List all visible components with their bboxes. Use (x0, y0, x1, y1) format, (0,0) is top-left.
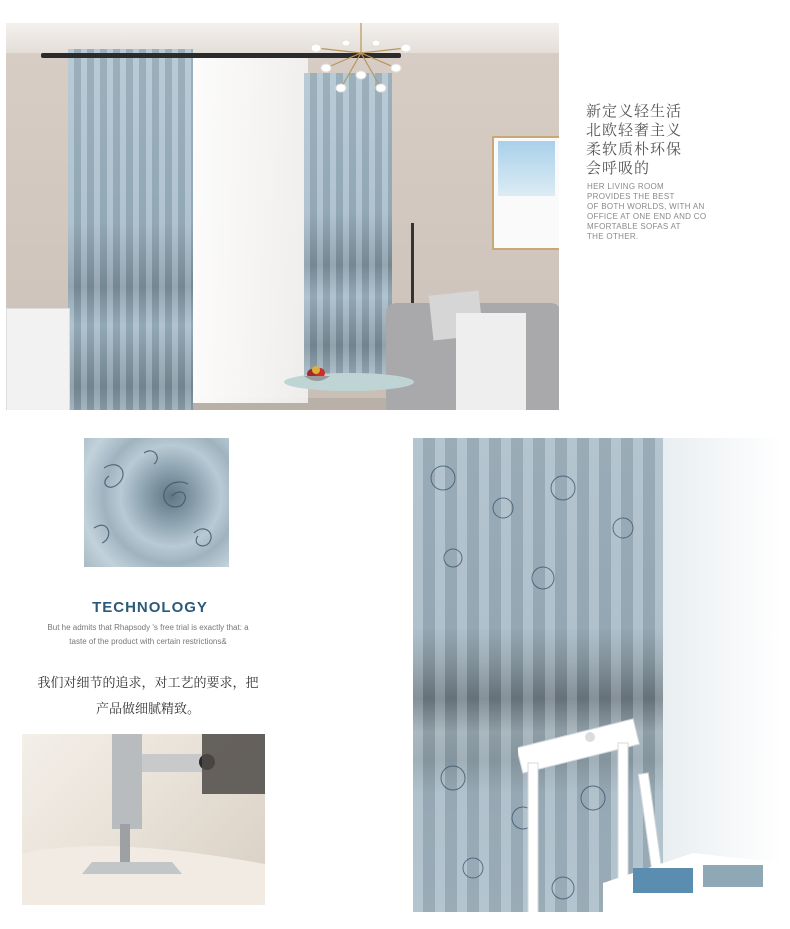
curtain-closeup-photo (413, 438, 783, 912)
hero-en-line: OFFICE AT ONE END AND CO (587, 212, 707, 221)
hero-en-line: MFORTABLE SOFAS AT (587, 222, 681, 231)
fabric-swirl-photo (84, 438, 229, 567)
sewing-machine-icon (22, 734, 265, 905)
technology-desc-line: taste of the product with certain restrictions& (69, 637, 227, 646)
hero-cn-line: 北欧轻奢主义 (586, 121, 683, 139)
pier-picture (498, 141, 555, 196)
curtain-panel-left (68, 49, 193, 410)
hero-en-line: PROVIDES THE BEST (587, 192, 675, 201)
hero-cn-line: 新定义轻生活 (586, 102, 683, 120)
chandelier-icon (306, 23, 416, 103)
hero-cn-line: 会呼吸的 (586, 159, 651, 177)
hero-en-line: HER LIVING ROOM (587, 182, 664, 191)
living-room-photo (6, 23, 559, 410)
sewing-machine-photo (22, 734, 265, 905)
technology-cn-line: 我们对细节的追求，对工艺的要求，把 (37, 676, 259, 691)
technology-desc-line: But he admits that Rhapsody 's free trial is exactly that: a (47, 623, 249, 632)
hero-en-line: THE OTHER. (587, 232, 639, 241)
technology-cn-line: 产品做细腻精致。 (95, 702, 200, 717)
technology-title: TECHNOLOGY (92, 599, 208, 616)
swirl-pattern-icon (84, 438, 229, 567)
knit-throw (456, 313, 526, 410)
fruit-bowl-icon (302, 366, 332, 384)
hero-cn-line: 柔软质朴环保 (586, 140, 683, 158)
hero-en-text (587, 182, 737, 242)
hero-cn-text (586, 102, 736, 178)
magazine-icon (603, 833, 783, 912)
hero-en-line: OF BOTH WORLDS, WITH AN (587, 202, 705, 211)
white-cabinet (6, 308, 70, 410)
sheer-curtain (188, 58, 308, 403)
curtain-panel-right (304, 73, 392, 383)
